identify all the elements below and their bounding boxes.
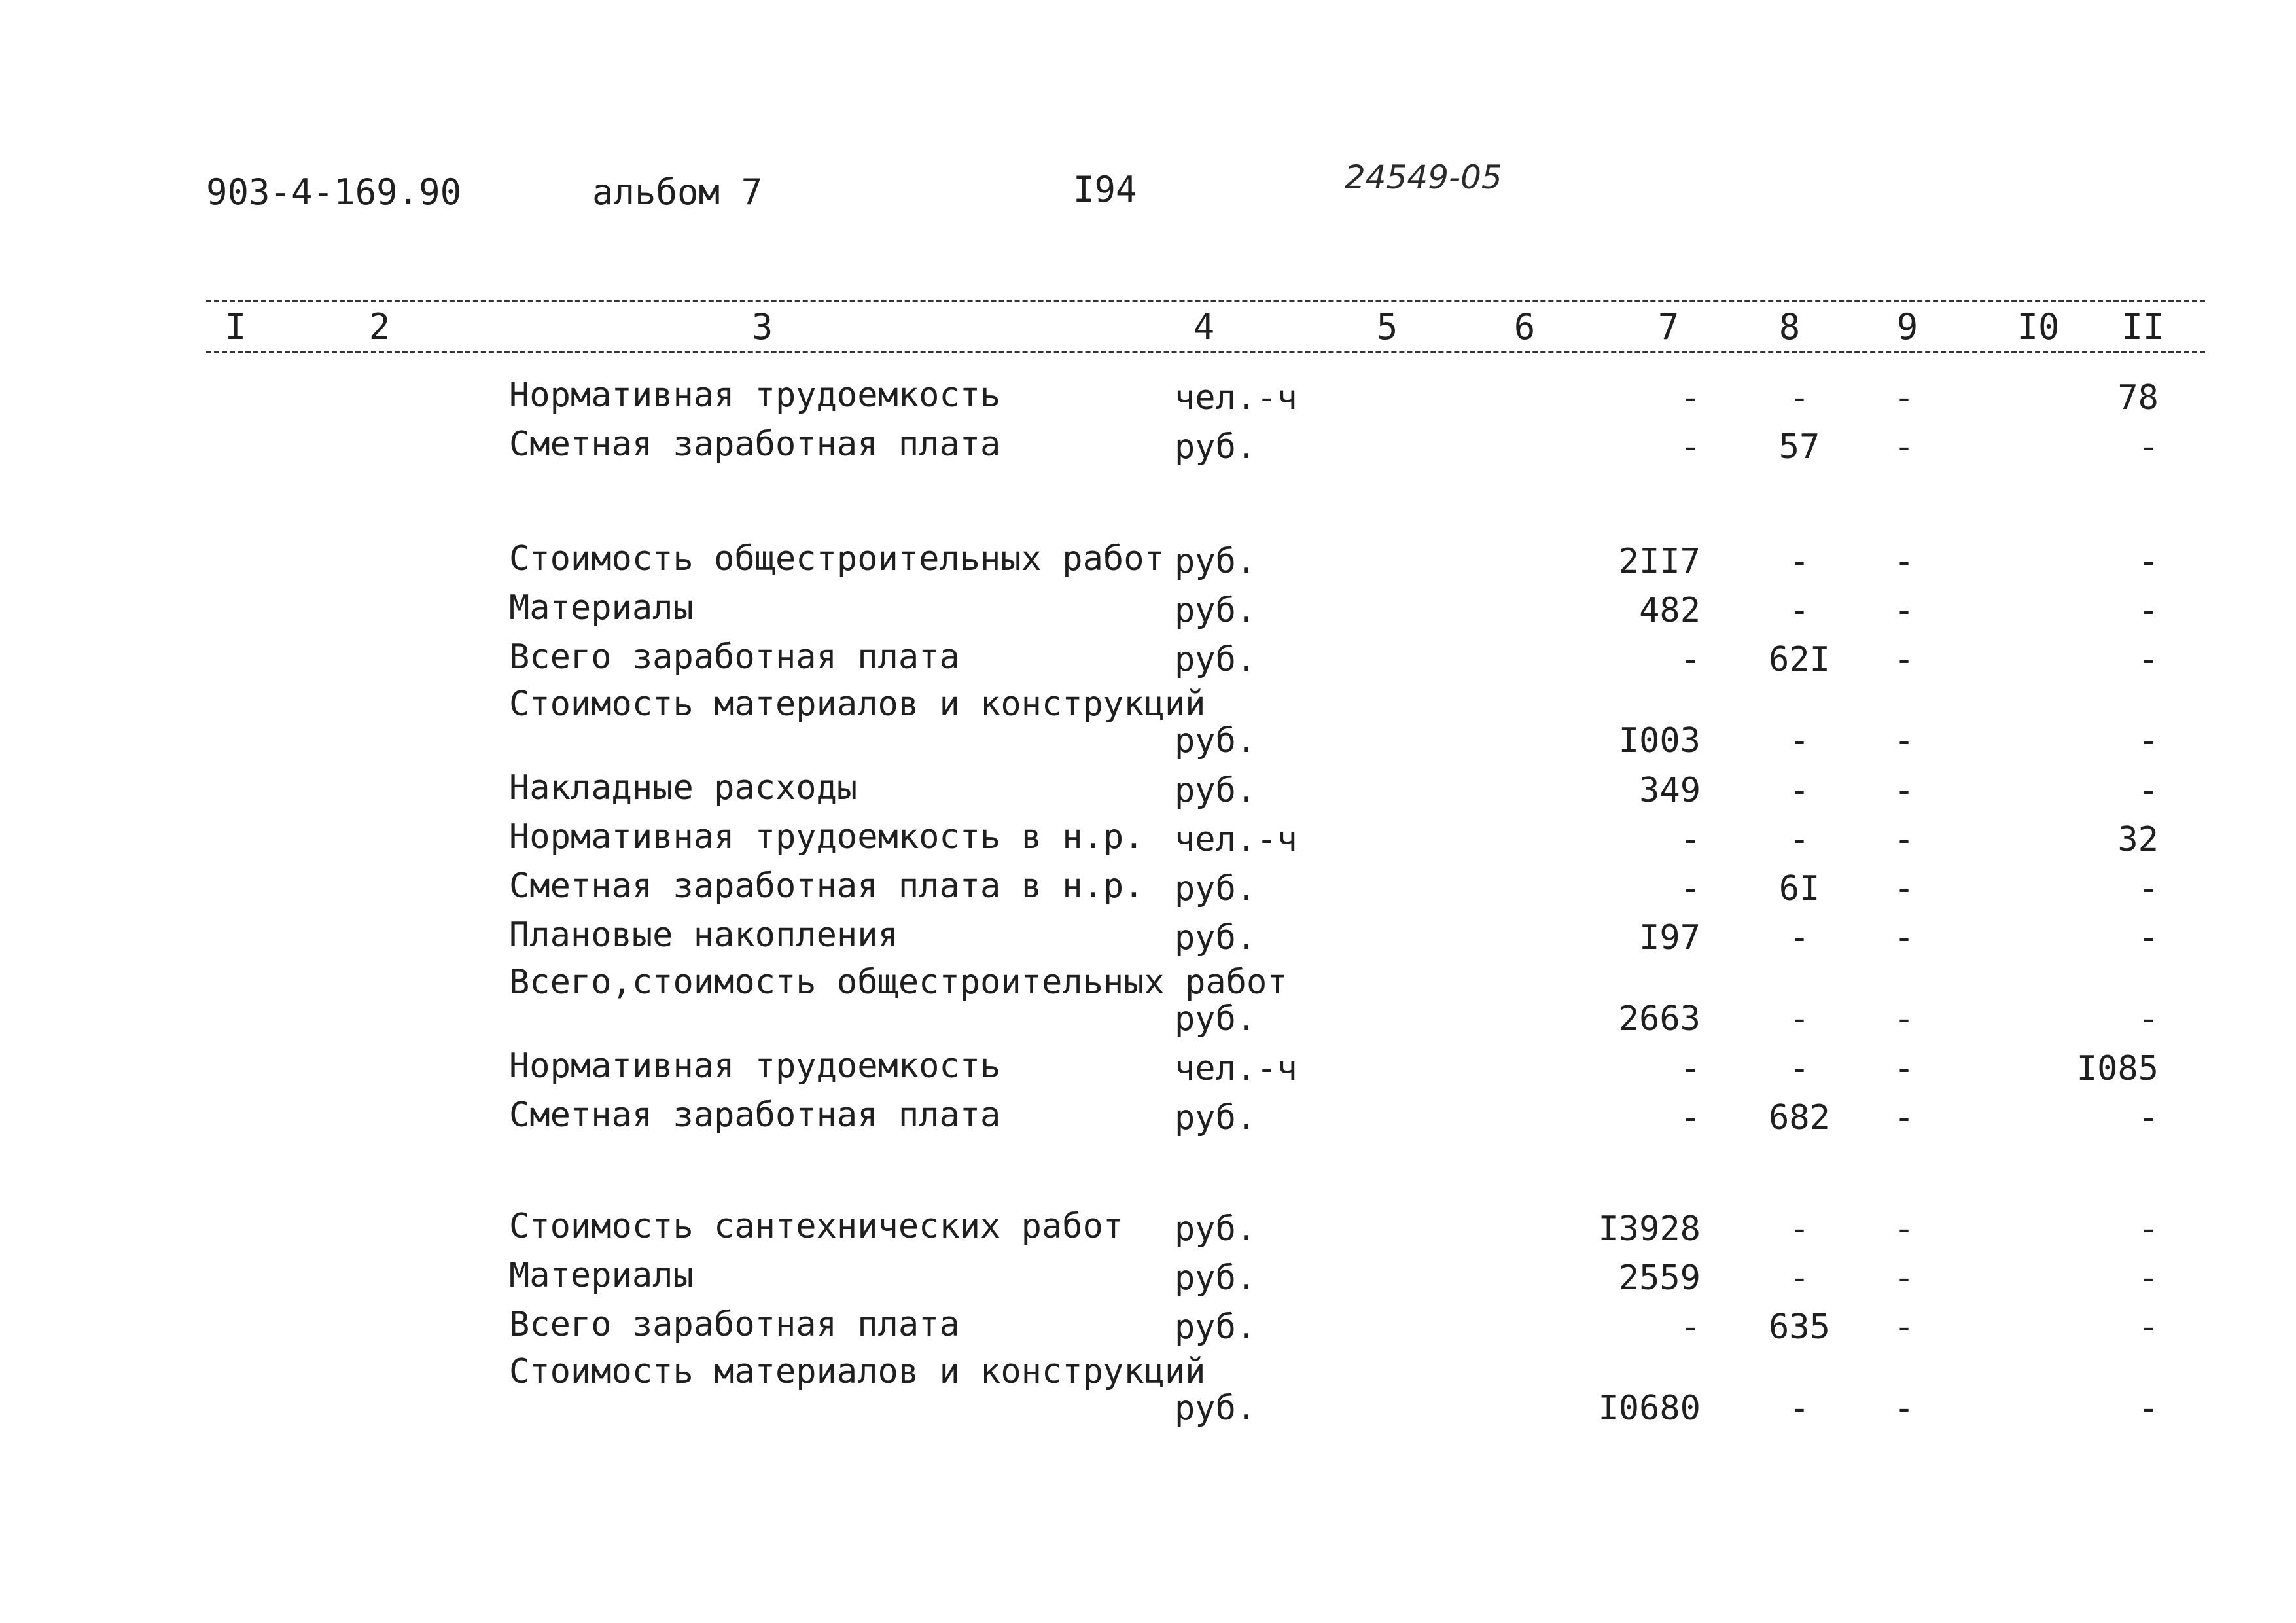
row-unit: руб. [1174, 1258, 1257, 1298]
row-label: Всего заработная плата [509, 637, 960, 677]
col8-value: - [1789, 1258, 1810, 1298]
column-number-3: 3 [751, 306, 773, 348]
col8-value: 6I [1778, 869, 1820, 908]
col7-value: - [1680, 378, 1701, 418]
table-row [0, 1209, 2296, 1258]
col8-value: - [1789, 771, 1810, 810]
col7-value: - [1680, 1049, 1701, 1088]
col11-value: - [2138, 1308, 2159, 1347]
table-row [0, 817, 2296, 869]
row-unit: руб. [1174, 1098, 1257, 1137]
col11-value: - [2138, 1258, 2159, 1298]
col9-value: - [1894, 1209, 1915, 1249]
header-bottom-rule [206, 351, 2205, 353]
table-row [0, 1098, 2296, 1147]
col9-value: - [1894, 820, 1915, 859]
row-unit: руб. [1174, 640, 1257, 679]
col11-value: - [2138, 542, 2159, 581]
table-row [0, 685, 2296, 760]
row-unit: чел.-ч [1174, 1049, 1298, 1088]
row-unit: руб. [1174, 721, 1257, 760]
row-unit: руб. [1174, 1308, 1257, 1347]
col11-value: - [2138, 591, 2159, 630]
col11-value: - [2138, 1209, 2159, 1249]
col9-value: - [1894, 1049, 1915, 1088]
col8-value: - [1789, 591, 1810, 630]
column-number-8: 8 [1778, 306, 1801, 348]
table-row [0, 768, 2296, 820]
col11-value: I085 [2076, 1049, 2159, 1088]
col11-value: - [2138, 999, 2159, 1039]
table-row [0, 427, 2296, 476]
col9-value: - [1894, 542, 1915, 581]
col8-value: - [1789, 1389, 1810, 1428]
col9-value: - [1894, 1098, 1915, 1137]
column-number-10: I0 [2017, 306, 2060, 348]
col8-value: - [1789, 542, 1810, 581]
handwritten-reference: 24549-05 [1345, 158, 1502, 196]
col11-value: - [2138, 1098, 2159, 1137]
row-label: Стоимость материалов и конструкций [509, 685, 1206, 724]
column-number-9: 9 [1896, 306, 1918, 348]
column-number-5: 5 [1376, 306, 1398, 348]
col9-value: - [1894, 1389, 1915, 1428]
row-label: Нормативная трудоемкость [509, 1046, 1001, 1086]
col8-value: 57 [1778, 427, 1820, 467]
row-label: Стоимость материалов и конструкций [509, 1352, 1206, 1391]
row-unit: чел.-ч [1174, 378, 1298, 418]
col9-value: - [1894, 999, 1915, 1039]
table-row [0, 637, 2296, 689]
column-number-6: 6 [1513, 306, 1536, 348]
col8-value: 62I [1769, 640, 1830, 679]
table-row [0, 539, 2296, 591]
row-label: Сметная заработная плата в н.р. [509, 866, 1144, 906]
col11-value: - [2138, 869, 2159, 908]
table-row [0, 378, 2296, 427]
col7-value: - [1680, 427, 1701, 467]
col11-value: - [2138, 1389, 2159, 1428]
col7-value: - [1680, 1098, 1701, 1137]
row-unit: руб. [1174, 542, 1257, 581]
col7-value: 349 [1639, 771, 1701, 810]
table-row [0, 1305, 2296, 1357]
col9-value: - [1894, 1308, 1915, 1347]
row-unit: руб. [1174, 1209, 1257, 1249]
col9-value: - [1894, 427, 1915, 467]
col7-value: I003 [1618, 721, 1701, 760]
row-label: Всего,стоимость общестроительных работ [509, 963, 1288, 1002]
col9-value: - [1894, 640, 1915, 679]
col8-value: - [1789, 721, 1810, 760]
col8-value: - [1789, 918, 1810, 957]
table-row [0, 588, 2296, 640]
col7-value: - [1680, 1308, 1701, 1347]
table-row [0, 866, 2296, 918]
row-label: Всего заработная плата [509, 1305, 960, 1344]
row-label: Стоимость сантехнических работ [509, 1207, 1124, 1246]
column-number-11: II [2121, 306, 2164, 348]
row-label: Материалы [509, 1256, 694, 1295]
col11-value: - [2138, 640, 2159, 679]
col9-value: - [1894, 869, 1915, 908]
row-unit: руб. [1174, 1389, 1257, 1428]
col7-value: 2559 [1618, 1258, 1701, 1298]
col8-value: 635 [1769, 1308, 1830, 1347]
col8-value: - [1789, 820, 1810, 859]
album-label: альбом 7 [592, 171, 763, 213]
table-row [0, 1046, 2296, 1098]
col11-value: - [2138, 721, 2159, 760]
row-unit: руб. [1174, 427, 1257, 467]
row-label: Материалы [509, 588, 694, 628]
col7-value: 2663 [1618, 999, 1701, 1039]
row-unit: руб. [1174, 591, 1257, 630]
col8-value: - [1789, 378, 1810, 418]
col7-value: - [1680, 820, 1701, 859]
row-label: Нормативная трудоемкость в н.р. [509, 817, 1144, 857]
column-number-2: 2 [368, 306, 391, 348]
col8-value: 682 [1769, 1098, 1830, 1137]
col7-value: I3928 [1598, 1209, 1701, 1249]
table-row [0, 1258, 2296, 1308]
row-unit: руб. [1174, 869, 1257, 908]
row-label: Сметная заработная плата [509, 425, 1001, 464]
row-label: Стоимость общестроительных работ [509, 539, 1165, 579]
row-label: Плановые накопления [509, 916, 898, 955]
row-label: Накладные расходы [509, 768, 858, 808]
col11-value: 32 [2117, 820, 2159, 859]
document-code: 903-4-169.90 [206, 171, 462, 213]
col7-value: I0680 [1598, 1389, 1701, 1428]
table-row [0, 918, 2296, 967]
row-unit: руб. [1174, 771, 1257, 810]
col9-value: - [1894, 771, 1915, 810]
col9-value: - [1894, 591, 1915, 630]
col9-value: - [1894, 918, 1915, 957]
table-row [0, 1352, 2296, 1428]
row-label: Нормативная трудоемкость [509, 376, 1001, 415]
page-number: I94 [1073, 169, 1137, 210]
col9-value: - [1894, 721, 1915, 760]
col7-value: I97 [1639, 918, 1701, 957]
col8-value: - [1789, 1209, 1810, 1249]
col8-value: - [1789, 1049, 1810, 1088]
col11-value: 78 [2117, 378, 2159, 418]
col9-value: - [1894, 378, 1915, 418]
col11-value: - [2138, 771, 2159, 810]
column-number-7: 7 [1657, 306, 1680, 348]
col7-value: 482 [1639, 591, 1701, 630]
row-unit: руб. [1174, 918, 1257, 957]
col7-value: - [1680, 640, 1701, 679]
row-unit: руб. [1174, 999, 1257, 1039]
header-top-rule [206, 300, 2205, 302]
col11-value: - [2138, 427, 2159, 467]
col9-value: - [1894, 1258, 1915, 1298]
col8-value: - [1789, 999, 1810, 1039]
col7-value: - [1680, 869, 1701, 908]
table-row [0, 963, 2296, 1039]
col7-value: 2II7 [1618, 542, 1701, 581]
column-number-1: I [224, 306, 247, 348]
col11-value: - [2138, 918, 2159, 957]
row-label: Сметная заработная плата [509, 1096, 1001, 1135]
column-number-4: 4 [1193, 306, 1215, 348]
row-unit: чел.-ч [1174, 820, 1298, 859]
